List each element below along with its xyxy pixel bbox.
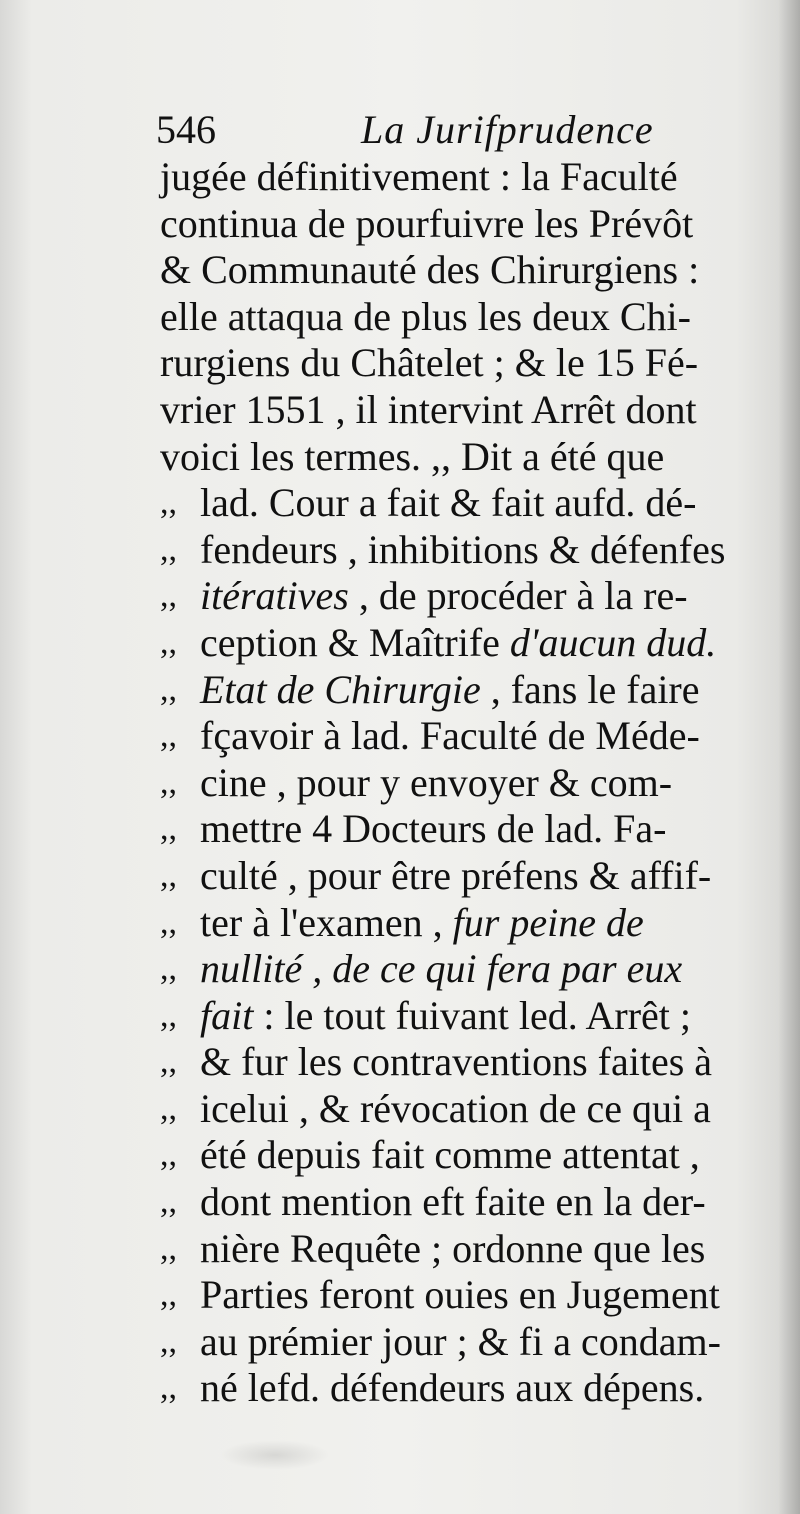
page-header (156, 102, 766, 158)
quotation-mark: ,, (160, 950, 177, 988)
text-line (160, 620, 766, 667)
quotation-mark: ,, (160, 484, 177, 522)
quotation-mark: ,, (160, 1322, 177, 1360)
text-segment: rurgiens du Châtelet ; & le 15 Fé- (160, 340, 699, 386)
quotation-mark: ,, (160, 903, 177, 941)
text-line (160, 1039, 766, 1086)
text-line (160, 667, 766, 714)
text-line (160, 1365, 766, 1412)
text-segment: Parties feront ouies en Jugement (200, 1272, 720, 1318)
text-line (160, 294, 766, 341)
text-line (160, 527, 766, 574)
text-segment: culté , pour être préfens & affif- (200, 852, 712, 898)
italic-text-segment: fur peine de (452, 899, 644, 945)
text-line (160, 1086, 766, 1133)
text-line (160, 946, 766, 993)
text-segment: dont mention eft faite en la der- (200, 1179, 706, 1225)
italic-text-segment: fait (200, 992, 254, 1038)
text-line (160, 900, 766, 947)
text-segment: été depuis fait comme attentat , (200, 1132, 700, 1178)
text-segment: cine , pour y envoyer & com- (200, 759, 673, 805)
text-line (160, 1132, 766, 1179)
text-line (160, 760, 766, 807)
text-line (160, 853, 766, 900)
text-line (160, 480, 766, 527)
running-title: La Jurifprudence (361, 107, 654, 152)
quotation-mark: ,, (160, 996, 177, 1034)
page-edge-shadow (778, 0, 800, 1514)
quotation-mark: ,, (160, 623, 177, 661)
text-line (160, 434, 766, 481)
quotation-mark: ,, (160, 810, 177, 848)
text-segment: fendeurs , inhibitions & défenfes (200, 526, 726, 572)
quotation-mark: ,, (160, 1369, 177, 1407)
text-segment: voici les termes. ,, Dit a été que (160, 433, 665, 479)
text-line (160, 201, 766, 248)
italic-text-segment: d'aucun dud. (509, 619, 717, 665)
text-line (160, 247, 766, 294)
text-segment: mettre 4 Docteurs de lad. Fa- (200, 806, 667, 852)
italic-text-segment: nullité , de ce qui fera par eux (200, 946, 683, 992)
quotation-mark: ,, (160, 856, 177, 894)
body-text (160, 154, 766, 1412)
text-segment: fçavoir à lad. Faculté de Méde- (200, 713, 700, 759)
italic-text-segment: itératives (200, 573, 349, 619)
text-segment: continua de pourfuivre les Prévôt (160, 200, 694, 246)
text-segment: icelui , & révocation de ce qui a (200, 1085, 711, 1131)
text-line (160, 573, 766, 620)
quotation-mark: ,, (160, 1043, 177, 1081)
quotation-mark: ,, (160, 530, 177, 568)
text-segment: & fur les contraventions faites à (200, 1039, 713, 1085)
text-segment: & Communauté des Chirurgiens : (160, 247, 700, 293)
quotation-mark: ,, (160, 1229, 177, 1267)
quotation-mark: ,, (160, 1089, 177, 1127)
text-line (160, 154, 766, 201)
text-line (160, 1319, 766, 1366)
quotation-mark: ,, (160, 670, 177, 708)
text-segment: , fans le faire (480, 666, 700, 712)
text-segment: au prémier jour ; & fi a condam- (200, 1318, 721, 1364)
text-line (160, 1272, 766, 1319)
text-segment: vrier 1551 , il intervint Arrêt dont (160, 386, 697, 432)
quotation-mark: ,, (160, 1276, 177, 1314)
text-segment: ception & Maîtrife (200, 619, 510, 665)
quotation-mark: ,, (160, 763, 177, 801)
text-segment: ter à l'examen , (200, 899, 453, 945)
text-line (160, 1226, 766, 1273)
text-segment: lad. Cour a fait & fait aufd. dé- (200, 480, 697, 526)
quotation-mark: ,, (160, 577, 177, 615)
page-number: 546 (156, 107, 216, 152)
text-line (160, 387, 766, 434)
quotation-mark: ,, (160, 717, 177, 755)
text-segment: : le tout fuivant led. Arrêt ; (253, 992, 692, 1038)
text-segment: né lefd. défendeurs aux dépens. (200, 1365, 705, 1411)
quotation-mark: ,, (160, 1183, 177, 1221)
quotation-mark: ,, (160, 1136, 177, 1174)
text-segment: , de procéder à la re- (348, 573, 688, 619)
italic-text-segment: Etat de Chirurgie (200, 666, 481, 712)
text-line (160, 340, 766, 387)
text-line (160, 993, 766, 1040)
ink-bleed-mark (220, 1440, 330, 1470)
text-line (160, 806, 766, 853)
text-segment: jugée définitivement : la Faculté (160, 154, 678, 199)
text-segment: nière Requête ; ordonne que les (200, 1225, 706, 1271)
text-segment: elle attaqua de plus les deux Chi- (160, 293, 691, 339)
text-line (160, 1179, 766, 1226)
text-line (160, 713, 766, 760)
